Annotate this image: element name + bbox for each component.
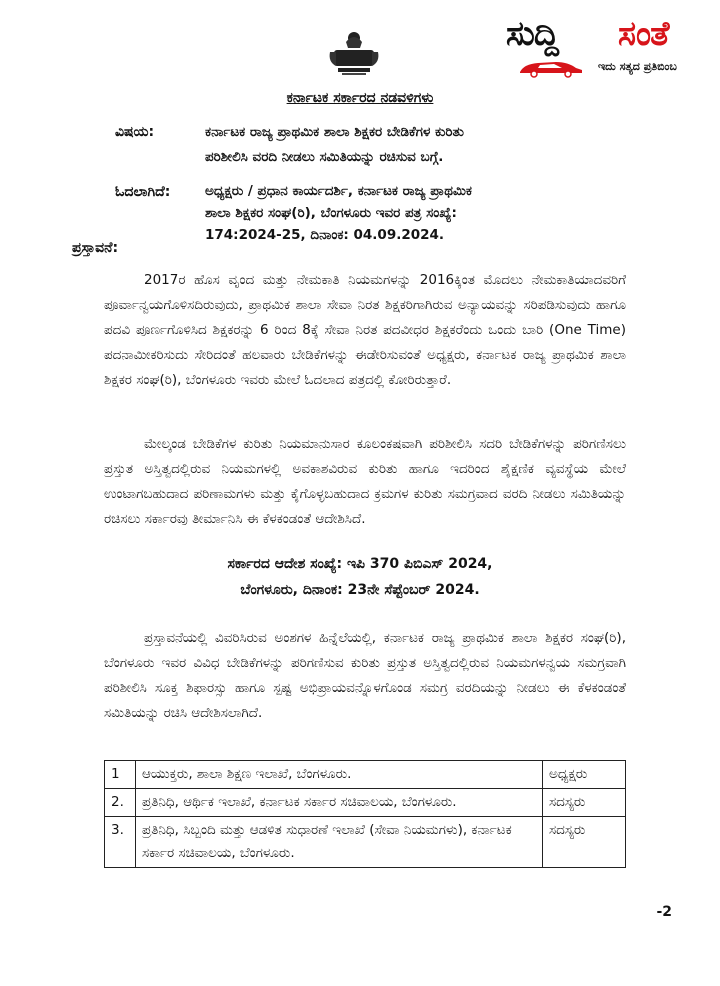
brand-tagline: ಇದು ಸತ್ಯದ ಪ್ರತಿಬಿಂಬ — [598, 60, 677, 73]
member-role: ಸದಸ್ಯರು — [543, 789, 626, 817]
table-row — [105, 789, 626, 817]
page-number: -2 — [656, 904, 672, 920]
paragraph-3: ಪ್ರಸ್ತಾವನೆಯಲ್ಲಿ ವಿವರಿಸಿರುವ ಅಂಶಗಳ ಹಿನ್ನೆಲೆಯಲ್ಲಿ, ಕರ್ನಾಟಕ ರಾಜ್ಯ ಪ್ರಾಥಮಿಕ ಶಾಲಾ ಶಿಕ್ಷಕರ ಸಂಘ(ರಿ), ಬೆಂಗಳೂರು ಇವರ ವಿವಿಧ ಬೇಡಿಕೆಗಳನ್ನು ಪರಿಗಣಿಸುವ ಕುರಿತು ಪ್ರಸ್ತುತ ಅಸ್ತಿತ್ವದಲ್ಲಿರುವ ನಿಯಮಗಳನ್ವಯ ಸಮಗ್ರವಾಗಿ ಪರಿಶೀಲಿಸಿ ಸೂಕ್ತ ಶಿಫಾರಸ್ಸು ಹಾಗೂ ಸ್ಪಷ್ಟ ಅಭಿಪ್ರಾಯವನ್ನೊಳಗೊಂಡ ಸಮಗ್ರ ವರದಿಯನ್ನು ನೀಡಲು ಈ ಕೆಳಕಂಡಂತೆ ಸಮಿತಿಯನ್ನು ರಚಿಸಿ ಆದೇಶಿಸಲಾಗಿದೆ. — [104, 630, 626, 721]
document-title: ಕರ್ನಾಟಕ ಸರ್ಕಾರದ ನಡವಳಿಗಳು — [286, 90, 434, 106]
member-name: ಪ್ರತಿನಿಧಿ, ಆರ್ಥಿಕ ಇಲಾಖೆ, ಕರ್ನಾಟಕ ಸರ್ಕಾರ ಸಚಿವಾಲಯ, ಬೆಂಗಳೂರು. — [136, 789, 543, 817]
member-number: 3. — [105, 817, 136, 868]
brand-word-1: ಸುದ್ದಿ — [506, 14, 558, 54]
car-icon — [516, 56, 586, 78]
member-number: 1 — [105, 761, 136, 789]
committee-table — [104, 760, 626, 868]
member-role: ಸದಸ್ಯರು — [543, 817, 626, 868]
member-number: 2. — [105, 789, 136, 817]
subject-text — [205, 120, 645, 170]
karnataka-emblem-icon — [326, 28, 382, 78]
paragraph-2: ಮೇಲ್ಕಂಡ ಬೇಡಿಕೆಗಳ ಕುರಿತು ನಿಯಮಾನುಸಾರ ಕೂಲಂಕಷವಾಗಿ ಪರಿಶೀಲಿಸಿ ಸದರಿ ಬೇಡಿಕೆಗಳನ್ನು ಪರಿಗಣಿಸಲು ಪ್ರಸ್ತುತ ಅಸ್ತಿತ್ವದಲ್ಲಿರುವ ನಿಯಮಗಳಲ್ಲಿ ಅವಕಾಶವಿರುವ ಕುರಿತು ಹಾಗೂ ಇದರಿಂದ ಶೈಕ್ಷಣಿಕ ವ್ಯವಸ್ಥೆಯ ಮೇಲೆ ಉಂಟಾಗಬಹುದಾದ ಪರಿಣಾಮಗಳು ಮತ್ತು ಕೈಗೊಳ್ಳಬಹುದಾದ ಕ್ರಮಗಳ ಕುರಿತು ಸಮಗ್ರವಾದ ವರದಿ ನೀಡಲು ಸಮಿತಿಯನ್ನು ರಚಿಸಲು ಸರ್ಕಾರವು ತೀರ್ಮಾನಿಸಿ ಈ ಕೆಳಕಂಡಂತೆ ಆದೇಶಿಸಿದೆ. — [104, 436, 626, 527]
subject-label: ವಿಷಯ: — [115, 124, 155, 140]
reference-line-1: ಅಧ್ಯಕ್ಷರು / ಪ್ರಧಾನ ಕಾರ್ಯದರ್ಶಿ, ಕರ್ನಾಟಕ ರಾಜ್ಯ ಪ್ರಾಥಮಿಕ — [205, 183, 472, 199]
order-number: ಸರ್ಕಾರದ ಆದೇಶ ಸಂಖ್ಯೆ: ಇಪಿ 370 ಪಿಬಿಎಸ್ 2024, — [227, 556, 493, 572]
preamble-label: ಪ್ರಸ್ತಾವನೆ: — [72, 240, 119, 256]
member-name: ಆಯುಕ್ತರು, ಶಾಲಾ ಶಿಕ್ಷಣ ಇಲಾಖೆ, ಬೆಂಗಳೂರು. — [136, 761, 543, 789]
subject-line-2: ಪರಿಶೀಲಿಸಿ ವರದಿ ನೀಡಲು ಸಮಿತಿಯನ್ನು ರಚಿಸುವ ಬಗ್ಗೆ. — [205, 149, 444, 165]
reference-line-3: 174:2024-25, ದಿನಾಂಕ: 04.09.2024. — [205, 227, 445, 243]
order-date: ಬೆಂಗಳೂರು, ದಿನಾಂಕ: 23ನೇ ಸೆಪ್ಟೆಂಬರ್ 2024. — [240, 582, 480, 598]
brand-logo — [500, 14, 710, 84]
member-name: ಪ್ರತಿನಿಧಿ, ಸಿಬ್ಬಂದಿ ಮತ್ತು ಆಡಳಿತ ಸುಧಾರಣೆ ಇಲಾಖೆ (ಸೇವಾ ನಿಯಮಗಳು), ಕರ್ನಾಟಕ ಸರ್ಕಾರ ಸಚಿವಾಲಯ, ಬೆಂಗಳೂರು. — [136, 817, 543, 868]
brand-word-2: ಸಂತೆ — [618, 14, 669, 54]
paragraph-1: 2017ರ ಹೊಸ ವೃಂದ ಮತ್ತು ನೇಮಕಾತಿ ನಿಯಮಗಳನ್ನು 2016ಕ್ಕಿಂತ ಮೊದಲು ನೇಮಕಾತಿಯಾದವರಿಗೆ ಪೂರ್ವಾನ್ವಯಗೊಳಿಸದಿರುವುದು, ಪ್ರಾಥಮಿಕ ಶಾಲಾ ಸೇವಾ ನಿರತ ಶಿಕ್ಷಕರಿಗಾಗಿರುವ ಅನ್ಯಾಯವನ್ನು ಸರಿಪಡಿಸುವುದು ಹಾಗೂ ಪದವಿ ಪೂರ್ಣಗೊಳಿಸಿದ ಶಿಕ್ಷಕರನ್ನು 6 ರಿಂದ 8ಕ್ಕೆ ಸೇವಾ ನಿರತ ಪದವೀಧರ ಶಿಕ್ಷಕರೆಂದು ಒಂದು ಬಾರಿ (One Time) ಪದನಾಮೀಕರಿಸುದು ಸೇರಿದಂತೆ ಹಲವಾರು ಬೇಡಿಕೆಗಳನ್ನು ಈಡೇರಿಸುವಂತೆ ಅಧ್ಯಕ್ಷರು, ಕರ್ನಾಟಕ ರಾಜ್ಯ ಪ್ರಾಥಮಿಕ ಶಾಲಾ ಶಿಕ್ಷಕರ ಸಂಘ(ರಿ), ಬೆಂಗಳೂರು ಇವರು ಮೇಲೆ ಓದಲಾದ ಪತ್ರದಲ್ಲಿ ಕೋರಿರುತ್ತಾರೆ. — [104, 272, 626, 388]
subject-line-1: ಕರ್ನಾಟಕ ರಾಜ್ಯ ಪ್ರಾಥಮಿಕ ಶಾಲಾ ಶಿಕ್ಷಕರ ಬೇಡಿಕೆಗಳ ಕುರಿತು — [205, 124, 464, 140]
reference-label: ಓದಲಾಗಿದೆ: — [115, 184, 171, 200]
table-row — [105, 761, 626, 789]
reference-text — [205, 180, 645, 246]
member-role: ಅಧ್ಯಕ್ಷರು — [543, 761, 626, 789]
table-row — [105, 817, 626, 868]
reference-line-2: ಶಾಲಾ ಶಿಕ್ಷಕರ ಸಂಘ(ರಿ), ಬೆಂಗಳೂರು ಇವರ ಪತ್ರ ಸಂಖ್ಯೆ: — [205, 205, 457, 221]
